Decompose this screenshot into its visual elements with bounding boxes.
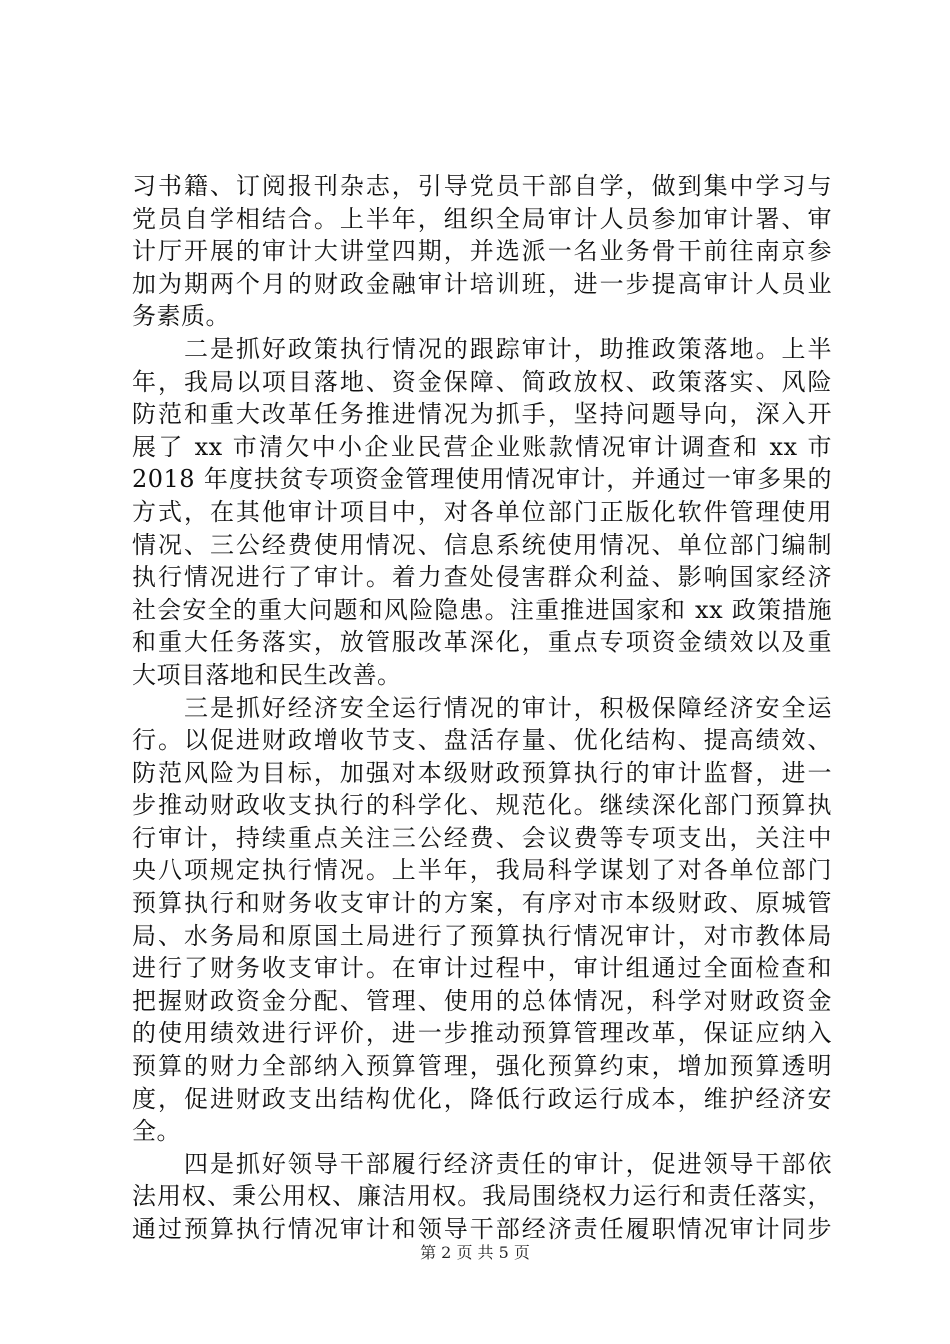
text-line: 法用权、秉公用权、廉洁用权。我局围绕权力运行和责任落实， [132, 1182, 832, 1211]
text-line: 行审计，持续重点关注三公经费、会议费等专项支出，关注中 [132, 823, 832, 852]
text-line: 的使用绩效进行评价，进一步推动预算管理改革，保证应纳入 [132, 1019, 832, 1048]
text-line: 方式，在其他审计项目中，对各单位部门正版化软件管理使用 [132, 497, 832, 526]
text-line: 步推动财政收支执行的科学化、规范化。继续深化部门预算执 [132, 791, 832, 820]
text-line: 防范风险为目标，加强对本级财政预算执行的审计监督，进一 [132, 758, 832, 787]
paragraph-start-line: 三是抓好经济安全运行情况的审计，积极保障经济安全运 [184, 693, 832, 722]
text-line: 大项目落地和民生改善。 [132, 660, 402, 689]
text-line: 和重大任务落实，放管服改革深化，重点专项资金绩效以及重 [132, 628, 832, 657]
text-line: 全。 [132, 1117, 181, 1146]
text-line: 党员自学相结合。上半年，组织全局审计人员参加审计署、审 [132, 204, 832, 233]
text-line: 预算的财力全部纳入预算管理，强化预算约束，增加预算透明 [132, 1052, 832, 1081]
text-line: 央八项规定执行情况。上半年，我局科学谋划了对各单位部门 [132, 856, 832, 885]
paragraph-start-line: 四是抓好领导干部履行经济责任的审计，促进领导干部依 [184, 1149, 832, 1178]
paragraph-start-line: 二是抓好政策执行情况的跟踪审计，助推政策落地。上半 [184, 334, 832, 363]
text-line: 习书籍、订阅报刊杂志，引导党员干部自学，做到集中学习与 [132, 172, 832, 200]
text-line: 务素质。 [132, 302, 230, 331]
text-line: 进行了财务收支审计。在审计过程中，审计组通过全面检查和 [132, 954, 832, 983]
text-line: 展了 xx 市清欠中小企业民营企业账款情况审计调查和 xx 市 [132, 432, 832, 461]
text-line: 情况、三公经费使用情况、信息系统使用情况、单位部门编制 [132, 530, 832, 559]
text-line: 把握财政资金分配、管理、使用的总体情况，科学对财政资金 [132, 986, 832, 1015]
text-line: 度，促进财政支出结构优化，降低行政运行成本，维护经济安 [132, 1084, 832, 1113]
text-line: 社会安全的重大问题和风险隐患。注重推进国家和 xx 政策措施 [132, 595, 832, 624]
text-line: 局、水务局和原国土局进行了预算执行情况审计，对市教体局 [132, 921, 832, 950]
text-line: 加为期两个月的财政金融审计培训班，进一步提高审计人员业 [132, 269, 832, 298]
text-line: 通过预算执行情况审计和领导干部经济责任履职情况审计同步 [132, 1215, 832, 1243]
page-number-footer: 第 2 页 共 5 页 [420, 1243, 530, 1262]
text-line: 防范和重大改革任务推进情况为抓手，坚持问题导向，深入开 [132, 400, 832, 429]
text-line: 预算执行和财务收支审计的方案，有序对市本级财政、原城管 [132, 889, 832, 918]
text-line: 年，我局以项目落地、资金保障、简政放权、政策落实、风险 [132, 367, 832, 396]
text-line: 2018 年度扶贫专项资金管理使用情况审计，并通过一审多果的 [132, 465, 832, 494]
text-line: 执行情况进行了审计。着力查处侵害群众利益、影响国家经济 [132, 563, 832, 592]
document-body [132, 170, 832, 1246]
text-line: 计厅开展的审计大讲堂四期，并选派一名业务骨干前往南京参 [132, 237, 832, 266]
text-line: 行。以促进财政增收节支、盘活存量、优化结构、提高绩效、 [132, 726, 832, 755]
